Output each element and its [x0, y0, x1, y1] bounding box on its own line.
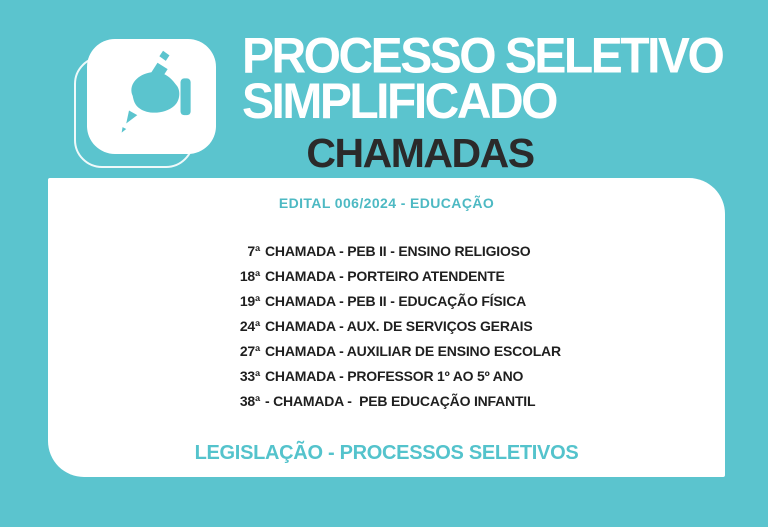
chamada-number: 38ª	[239, 393, 260, 409]
chamada-number: 33ª	[239, 368, 260, 384]
list-item	[234, 264, 561, 289]
chamada-text: CHAMADA - AUX. DE SERVIÇOS GERAIS	[265, 318, 533, 334]
chamada-number: 18ª	[239, 268, 260, 284]
chamada-number: 24ª	[239, 318, 260, 334]
chamada-text: CHAMADA - PROFESSOR 1º AO 5º ANO	[265, 368, 524, 384]
writing-hand-icon	[106, 48, 198, 145]
icon-box	[87, 39, 216, 154]
page-title	[242, 28, 762, 130]
content-card	[48, 178, 725, 477]
chamada-text: CHAMADA - PEB II - ENSINO RELIGIOSO	[265, 243, 531, 259]
list-item	[234, 389, 561, 414]
title-line-2: SIMPLIFICADO	[242, 74, 556, 130]
edital-heading: EDITAL 006/2024 - EDUCAÇÃO	[278, 195, 495, 211]
list-item	[234, 289, 561, 314]
title-line-1: PROCESSO SELETIVO	[242, 28, 723, 84]
list-item	[234, 364, 561, 389]
chamada-text: - CHAMADA - PEB EDUCAÇÃO INFANTIL	[265, 393, 536, 409]
chamada-text: CHAMADA - PORTEIRO ATENDENTE	[265, 268, 505, 284]
footer-legislacao: LEGISLAÇÃO - PROCESSOS SELETIVOS	[194, 442, 579, 464]
subtitle-chamadas: CHAMADAS	[306, 130, 534, 176]
chamada-number: 7ª	[247, 243, 260, 259]
list-item	[234, 339, 561, 364]
chamada-number: 27ª	[239, 343, 260, 359]
list-item	[234, 314, 561, 339]
chamada-text: CHAMADA - PEB II - EDUCAÇÃO FÍSICA	[265, 293, 527, 309]
chamadas-list	[234, 239, 561, 414]
list-item	[234, 239, 561, 264]
chamada-number: 19ª	[239, 293, 260, 309]
chamada-text: CHAMADA - AUXILIAR DE ENSINO ESCOLAR	[265, 343, 561, 359]
